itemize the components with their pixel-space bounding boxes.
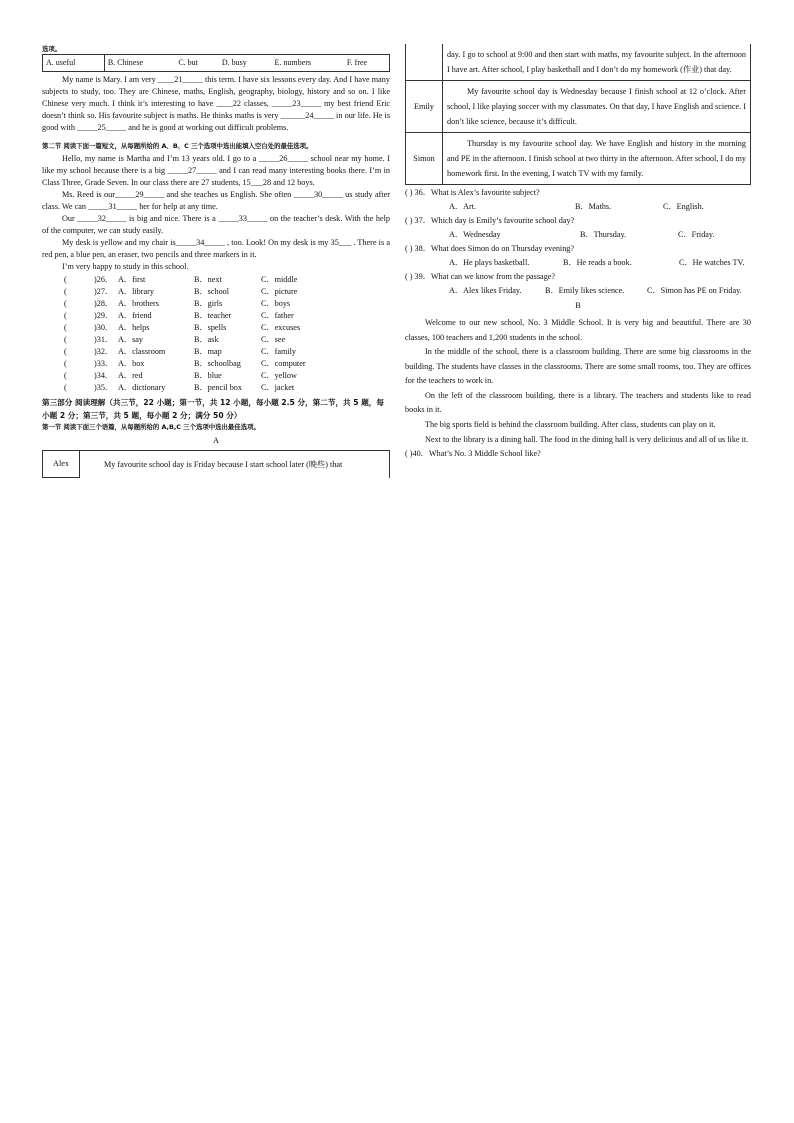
passage-martha-p2: Ms. Reed is our_____29_____ and she teaches us English. She often _____30_____ us study after class. We can _____31_____ her for help at any time. [42,190,390,212]
option-c: C．see [261,334,286,344]
question-stem: ( ) 36．What is Alex’s favourite subject? [405,188,540,197]
option-a: A．dictionary [118,383,166,393]
option-c: C．yellow [261,371,297,381]
option-b: B．next [194,274,222,284]
question-options [405,257,751,271]
question-row: ( )28． A．brothers B．girls C．boys [64,298,291,308]
option-a: A．classroom [118,347,166,357]
option-a: A．helps [118,322,150,332]
emily-text: My favourite school day is Wednesday because I finish school at 12 o’clock. After school, I like playing soccer with my classmates. On that day, I have English and science. I don’t like science, because it’s difficult. [443,81,751,133]
passage-b-p4: The big sports field is behind the classroom building. After class, students can play on it. [425,420,716,430]
person-name-emily: Emily [406,81,443,133]
question-options [405,201,751,215]
word-bank-box [42,54,390,72]
word-option: A. useful [43,55,105,72]
alex-text-continued: day. I go to school at 9:00 and then start with maths, my favourite subject. In the afternoon I have art. After school, I play basketball and I don’t do my homework (作业) that day. [443,44,751,81]
passage-martha-p5: I’m very happy to study in this school. [62,261,189,271]
question-row: ( )34． A．red B．blue C．yellow [64,371,297,381]
simon-text: Thursday is my favourite school day. We have English and history in the morning and PE in the afternoon. I finish school at two thirty in the afternoon. After school, I do my homework first. In the evening, I watch TV with my family. [443,133,751,185]
passage-mary: My name is Mary. I am very ____21_____ this term. I have six lessons every day. And I have many subjects to study, too. They are Chinese, maths, English, geography, biology, history and so on. I like Chinese very much. I think it’s interesting to have ____22 classes, _____23_____ my best friend Eric doesn’t think so. His favourite subject is maths. He thinks maths is very ______24_____ in our life. He is good with _____25_____ and he is good at working out difficult problems. [42,74,390,132]
option-c: C．picture [261,286,298,296]
passage-label-a: A [213,436,219,446]
section-header-fragment: 选项。 [42,45,62,53]
option-c: C．family [261,347,297,357]
person-name-alex: Alex [43,451,80,478]
option-c: C．Friday. [678,230,715,239]
passage-martha-p1: Hello, my name is Martha and I’m 13 years old. I go to a _____26_____ school near my home. I like my school because there is a big _____27_____ and I can read many interesting books there. I’m in Class Three, Grade Seven. In our class there are 27 students, 15___28 and 12 boys. [42,154,390,188]
option-a: A．friend [118,310,152,320]
option-a: A．Alex likes Friday. [449,286,522,295]
reading-question-list [405,187,751,299]
option-b: B．Emily likes science. [545,286,625,295]
option-b: B．school [194,286,230,296]
alex-text: My favourite school day is Friday because I start school later (晚些) that [80,451,390,478]
question-row: ( )31． A．say B．ask C．see [64,334,286,344]
option-c: C．English. [663,202,704,211]
part3-heading: 第三部分 阅读理解（共三节，22 小题；第一节，共 12 小题，每小题 2.5 分，第二节，共 5 题，每小题 2 分；第三节，共 5 题，每小题 2 分；满分 50 分） [42,398,384,421]
passage-label-b: B [575,301,581,310]
passage-b-p5: Next to the library is a dining hall. The food in the dining hall is very delicious and all of us like it. [425,434,749,444]
favourite-day-table-part1 [42,450,390,478]
question-stem: ( ) 38．What does Simon do on Thursday evening? [405,244,575,253]
option-b: B．girls [194,298,223,308]
question-row: ( )32． A．classroom B．map C．family [64,347,297,357]
left-column [42,44,390,478]
question-row: ( )30． A．helps B．spells C．excuses [64,322,301,332]
option-c: C．He watches TV. [679,258,745,267]
question-options [405,285,751,299]
question-row: ( )35． A．dictionary B．pencil box C．jacket [64,383,295,393]
person-name-simon: Simon [406,133,443,185]
option-c: C．jacket [261,383,295,393]
option-b: B．Maths. [575,202,612,211]
word-option: C. but [175,55,219,72]
option-a: A．brothers [118,298,159,308]
question-options [405,229,751,243]
word-option: B. Chinese [104,55,175,72]
word-option: D. busy [219,55,272,72]
option-b: B．blue [194,371,222,381]
favourite-day-table-part2 [405,44,751,185]
question-row: ( )26． A．first B．next C．middle [64,274,298,284]
passage-b-p1: Welcome to our new school, No. 3 Middle School. It is very big and beautiful. There are 30 classes, 100 teachers and 1,200 students in the school. [405,317,751,342]
option-c: C．excuses [261,322,301,332]
option-a: A．red [118,371,143,381]
passage-b-p3: On the left of the classroom building, there is a library. The teachers and students like to read books in it. [405,390,751,415]
question-stem: ( ) 37．Which day is Emily’s favourite school day? [405,216,575,225]
option-a: A．library [118,286,154,296]
right-column [405,44,751,462]
question-40: ( )40．What’s No. 3 Middle School like? [405,449,541,459]
option-c: C．father [261,310,294,320]
option-c: C．Simon has PE on Friday. [647,286,742,295]
question-row: ( )33． A．box B．schoolbag C．computer [64,359,306,369]
section1-heading: 第一节 阅读下面三个语篇，从每题所给的 A,B,C 三个选项中选出最佳选项。 [42,423,260,432]
question-row: ( )27． A．library B．school C．picture [64,286,298,296]
option-a: A．say [118,334,144,344]
option-a: A．box [118,359,145,369]
option-b: B．pencil box [194,383,242,393]
option-a: A．He plays basketball. [449,258,530,267]
option-a: A．first [118,274,146,284]
word-option: E. numbers [272,55,344,72]
option-b: B．spells [194,322,227,332]
option-b: B．map [194,347,222,357]
passage-martha-p3: Our _____32_____ is big and nice. There is a _____33_____ on the teacher’s desk. With the help of the computer, we can study easily. [42,213,390,235]
option-a: A．Wednesday [449,230,501,239]
option-b: B．schoolbag [194,359,241,369]
option-b: B．ask [194,334,219,344]
option-b: B．He reads a book. [563,258,632,267]
option-b: B．teacher [194,310,232,320]
passage-b-p2: In the middle of the school, there is a classroom building. There are some big classrooms in the building. The students have classes in the classrooms. There are some small rooms, too. They are offices for the teachers to work in. [405,347,751,386]
question-row: ( )29． A．friend B．teacher C．father [64,310,294,320]
word-option: F. free [344,55,390,72]
cloze-question-list [42,274,390,395]
option-a: A．Art. [449,202,477,211]
option-c: C．computer [261,359,306,369]
option-c: C．boys [261,298,291,308]
question-stem: ( ) 39．What can we know from the passage? [405,272,556,281]
section2-heading: 第二节 阅读下面一篇短文，从每题所给的 A、B、C 三个选项中选出能填入空白处的最佳选项。 [42,142,313,151]
passage-martha-p4: My desk is yellow and my chair is_____34_____ , too. Look! On my desk is my 35___ . There is a red pen, a blue pen, an eraser, two pencils and three markers in it. [42,237,390,259]
option-c: C．middle [261,274,298,284]
option-b: B．Thursday. [580,230,627,239]
